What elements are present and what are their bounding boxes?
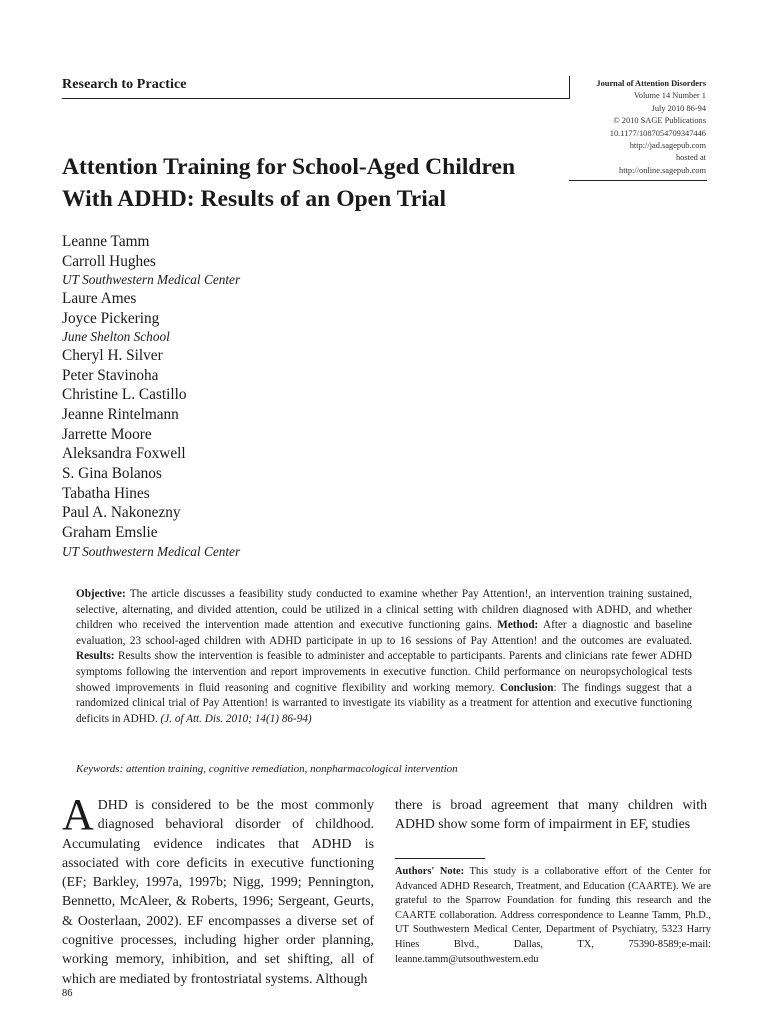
author-name: Paul A. Nakonezny xyxy=(62,504,181,522)
journal-url: http://jad.sagepub.com xyxy=(629,141,706,151)
results-label: Results: xyxy=(76,650,115,663)
abstract xyxy=(76,587,692,727)
keywords: Keywords: attention training, cognitive remediation, nonpharmacological intervention xyxy=(76,763,458,775)
journal-name: Journal of Attention Disorders xyxy=(596,79,706,88)
journal-info xyxy=(596,78,706,177)
results-text: Results show the intervention is feasible to administer and acceptable to participants. Parents and clinicians rate fewer ADHD symptoms following the intervention and report improvements in executive function. Child performance on neuropsychological tests showed improvements in fluid reasoning and cognitive flexibility and working memory. xyxy=(76,650,692,694)
header-vertical-rule xyxy=(569,76,570,99)
journal-hosted-at: hosted at xyxy=(675,153,706,163)
body-left-text: DHD is considered to be the most commonly diagnosed behavioral disorder of childhood. Accumulating evidence indicates that ADHD is associated with core deficits in executive functioning (EF; Barkley, 1997a, 1997b; Nigg, 1999; Pennington, Bennetto, McAleer, & Roberts, 1996; Sergeant, Geurts, & Oosterlaan, 2002). EF encompasses a diverse set of cognitive processes, including higher order planning, working memory, inhibition, and set shifting, all of which are mediated by frontostriatal systems. Although xyxy=(62,797,374,986)
author-name: Jeanne Rintelmann xyxy=(62,405,179,423)
journal-volume: Volume 14 Number 1 xyxy=(633,91,706,101)
conclusion-label: Conclusion xyxy=(499,681,554,694)
authors-note-rule xyxy=(395,858,485,859)
body-right-column xyxy=(395,795,707,834)
conclusion-text: : The findings suggest that a randomized clinical trial of Pay Attention! is warranted to investigate its viability as a treatment for attention and executive functioning deficits in ADHD. xyxy=(76,681,692,725)
journal-info-rule xyxy=(569,180,707,181)
journal-online-url: http://online.sagepub.com xyxy=(619,165,706,175)
authors-note-text: This study is a collaborative effort of the Center for Advanced ADHD Research, Treatment, and Education (CAARTE). We are grateful to the Sparrow Foundation for funding this research and the CAARTE collaboration. Address correspondence to Leanne Tamm, Ph.D., UT Southwestern Medical Center, Department of Psychiatry, 5323 Harry Hines Blvd., Dallas, TX, 75390-8589;e-mail: leanne.tamm@utsouthwestern.edu xyxy=(395,866,711,965)
author-name: Joyce Pickering xyxy=(62,309,160,327)
author-affiliation: June Shelton School xyxy=(62,329,170,345)
journal-date-pages: July 2010 86-94 xyxy=(651,103,706,113)
article-title: Attention Training for School-Aged Children With ADHD: Results of an Open Trial xyxy=(62,154,516,212)
author-affiliation: UT Southwestern Medical Center xyxy=(62,272,241,288)
objective-text: The article discusses a feasibility study conducted to examine whether Pay Attention!, an intervention training sustained, selective, alternating, and divided attention, could be utilized in a clinical setting with children diagnosed with ADHD, and whether children who received the intervention made attention and executive functioning gains. xyxy=(76,588,692,632)
author-name: Laure Ames xyxy=(62,289,137,307)
journal-copyright: © 2010 SAGE Publications xyxy=(613,116,706,126)
author-name: Cheryl H. Silver xyxy=(62,346,163,364)
journal-doi: 10.1177/1087054709347446 xyxy=(609,128,706,138)
authors-note-label: Authors' Note: xyxy=(395,866,465,877)
author-name: Christine L. Castillo xyxy=(62,386,187,404)
body-right-text: there is broad agreement that many children with ADHD show some form of impairment in EF, studies xyxy=(395,797,707,832)
header-rule xyxy=(62,98,569,99)
author-list xyxy=(62,232,462,560)
author-name: Jarrette Moore xyxy=(62,425,152,443)
author-name: Leanne Tamm xyxy=(62,233,150,250)
author-name: Graham Emslie xyxy=(62,524,158,542)
method-label: Method: xyxy=(497,619,539,632)
method-text: After a diagnostic and baseline evaluation, 23 school-aged children with ADHD participate in up to 16 sessions of Pay Attention! and the outcomes are evaluated. xyxy=(76,619,693,647)
objective-label: Objective: xyxy=(76,588,126,600)
authors-note xyxy=(395,865,711,967)
citation: (J. of Att. Dis. 2010; 14(1) 86-94) xyxy=(160,712,312,725)
author-name: Peter Stavinoha xyxy=(62,366,159,384)
author-name: S. Gina Bolanos xyxy=(62,465,162,483)
author-name: Tabatha Hines xyxy=(62,484,150,502)
author-name: Carroll Hughes xyxy=(62,252,156,270)
author-name: Aleksandra Foxwell xyxy=(62,445,186,463)
author-affiliation: UT Southwestern Medical Center xyxy=(62,543,241,559)
drop-cap: A xyxy=(62,790,94,839)
section-label: Research to Practice xyxy=(62,77,187,92)
body-left-column xyxy=(62,790,374,988)
page-number: 86 xyxy=(62,988,73,999)
